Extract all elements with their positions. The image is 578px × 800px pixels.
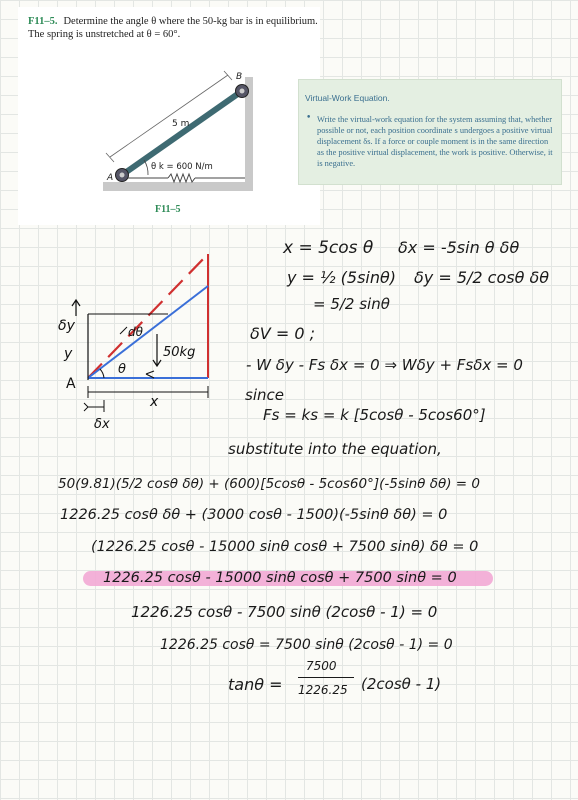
note-since: since [245,386,284,404]
problem-number: F11–5. [28,16,58,27]
sketch-a: A [66,376,76,392]
note-eq1: 50(9.81)(5/2 cosθ δθ) + (600)[5cosθ - 5cos60°](-5sinθ δθ) = 0 [58,476,480,492]
sketch-mass: 50kg [163,345,196,360]
sketch-y: y [64,346,73,362]
sketch-dy: δy [58,318,75,334]
note-eq5: 1226.25 cosθ - 7500 sinθ (2cosθ - 1) = 0 [131,603,438,621]
note-eq3: (1226.25 cosθ - 15000 sinθ cosθ + 7500 sinθ) δθ = 0 [91,539,479,555]
length-label: 5 m [172,119,190,129]
label-b: B [236,72,243,82]
blue-bar [88,286,208,378]
theta-arc-sketch [100,369,104,378]
dy-arrow [72,300,80,316]
sketch-theta: θ [118,362,126,377]
note-tan-num: 7500 [306,659,337,673]
arrow-left [146,371,154,378]
note-eq6: 1226.25 cosθ = 7500 sinθ (2cosθ - 1) = 0 [160,637,453,653]
note-dy: δy = 5/2 cosθ δθ [414,268,550,287]
label-a: A [107,173,114,183]
note-work-eq: - W δy - Fs δx = 0 ⇒ Wδy + Fsδx = 0 [246,356,523,374]
sketch-x: x [150,394,159,410]
note-tan-den: 1226.25 [298,683,348,697]
fraction-bar [298,677,354,678]
virtual-work-text: Write the virtual-work equation for the system assuming that, whether possible or not, each position coordinate s undergoes a positive virtual displacement δs. If a force or couple moment is in the same direction as the positive virtual displacement, the work is positive. Otherwise, it is negative. [317,115,553,168]
spring-label: θ k = 600 N/m [151,162,213,172]
note-y: y = ½ (5sinθ) [287,268,397,287]
note-fs: Fs = ks = k [5cosθ - 5cos60°] [263,406,486,424]
note-tan-factor: (2cosθ - 1) [361,675,442,693]
note-eq4-highlighted: 1226.25 cosθ - 15000 sinθ cosθ + 7500 sinθ = 0 [103,570,457,586]
sketch-dtheta: dθ [128,325,143,339]
note-substitute: substitute into the equation, [228,440,442,458]
note-dv: δV = 0 ; [250,324,315,343]
dtheta-mark [120,327,127,334]
note-tan: tanθ = [228,675,283,694]
virtual-work-title: Virtual-Work Equation. [305,93,390,103]
note-x: x = 5cos θ [283,238,374,258]
bullet: • [306,113,312,123]
note-eq2: 1226.25 cosθ δθ + (3000 cosθ - 1500)(-5sinθ δθ) = 0 [60,507,448,523]
note-y2: = 5/2 sinθ [313,295,390,313]
figure-caption: F11–5 [155,204,181,215]
note-dx: δx = -5sin θ δθ [398,238,520,257]
weight-arrow [153,334,161,366]
dx-arrow [84,403,104,411]
problem-text: Determine the angle θ where the 50-kg bar is in equilibrium. The spring is unstretched at θ = 60°. [28,16,318,40]
sketch-dx: δx [94,417,110,432]
